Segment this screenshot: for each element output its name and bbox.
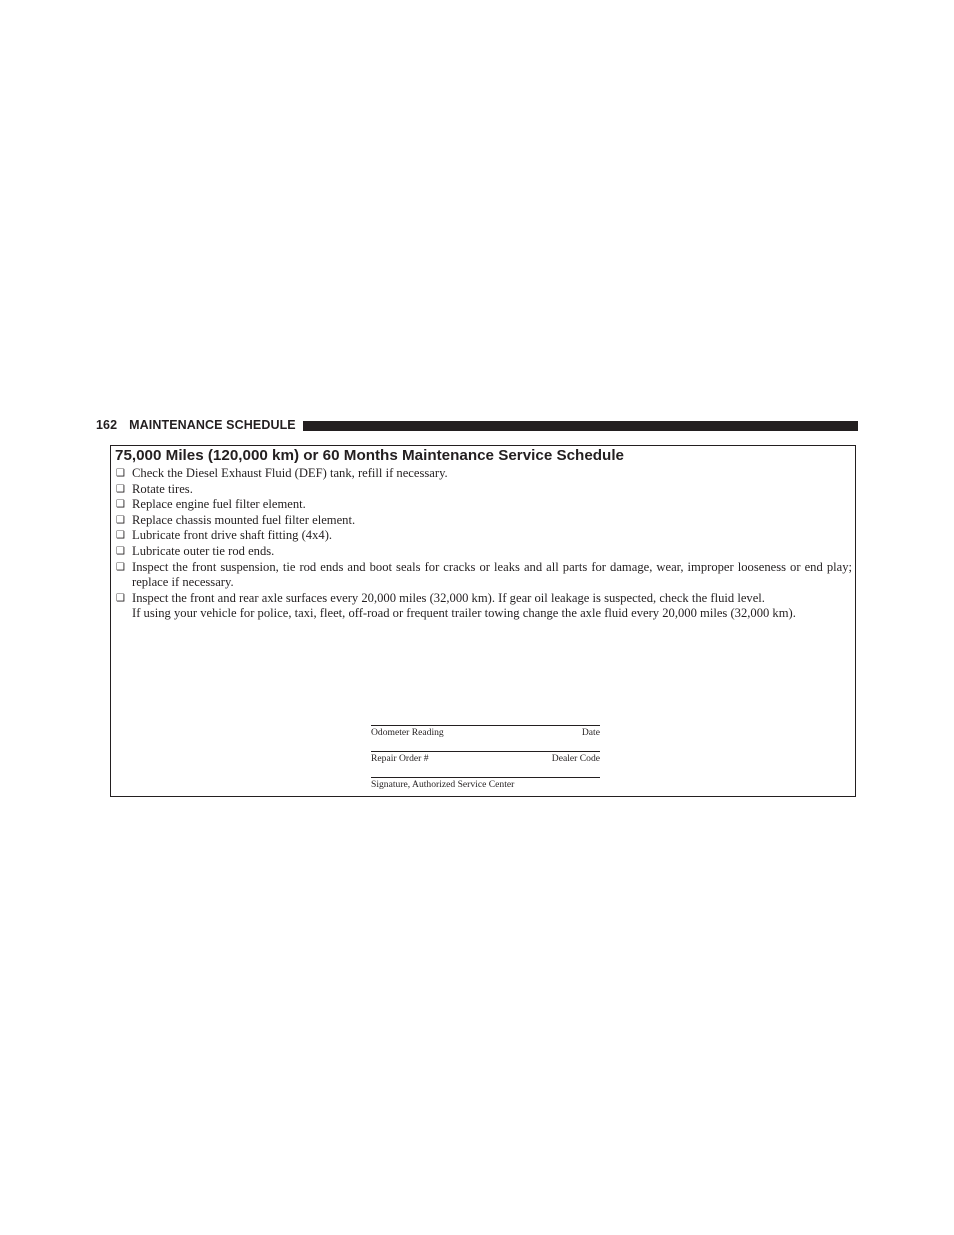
date-label: Date xyxy=(581,727,600,738)
checklist-item xyxy=(116,466,852,482)
checkbox-icon[interactable]: ❑ xyxy=(116,483,125,495)
checklist-item-text: Check the Diesel Exhaust Fluid (DEF) tank, refill if necessary. xyxy=(132,466,448,480)
page-number: 162 xyxy=(96,418,118,432)
header-rule xyxy=(303,421,858,431)
checklist-item-text: Inspect the front and rear axle surfaces every 20,000 miles (32,000 km). If gear oil leakage is suspected, check the fluid level. xyxy=(132,590,765,605)
checklist-item-text: Lubricate outer tie rod ends. xyxy=(132,543,275,558)
maintenance-schedule-box xyxy=(110,445,856,797)
checkbox-icon[interactable]: ❑ xyxy=(116,545,125,557)
checklist-item-text: Rotate tires. xyxy=(132,481,193,496)
checkbox-icon[interactable]: ❑ xyxy=(116,468,125,479)
checklist-item-note: If using your vehicle for police, taxi, fleet, off-road or frequent trailer towing change the axle fluid every 20,000 miles (32,000 km). xyxy=(132,606,796,621)
checklist-item-text: Replace chassis mounted fuel filter element. xyxy=(132,512,356,527)
section-title: MAINTENANCE SCHEDULE xyxy=(129,418,296,432)
repair-order-dealer-line[interactable] xyxy=(371,751,600,777)
dealer-code-label: Dealer Code xyxy=(551,753,600,764)
repair-order-label: Repair Order # xyxy=(371,753,429,764)
checklist-item xyxy=(116,560,852,591)
checklist-item-text: Replace engine fuel filter element. xyxy=(132,497,306,512)
checklist-item-text: Lubricate front drive shaft fitting (4x4). xyxy=(132,528,333,543)
checklist xyxy=(116,466,852,622)
checklist-item xyxy=(116,497,852,513)
checkbox-icon[interactable]: ❑ xyxy=(116,530,125,542)
signature-label: Signature, Authorized Service Center xyxy=(371,779,515,790)
checklist-item-text-group xyxy=(132,591,852,622)
checkbox-icon[interactable]: ❑ xyxy=(116,514,125,526)
checklist-item xyxy=(116,591,852,622)
odometer-date-line[interactable] xyxy=(371,725,600,751)
checklist-item xyxy=(116,528,852,544)
checklist-item xyxy=(116,513,852,529)
checkbox-icon[interactable]: ❑ xyxy=(116,499,125,511)
checkbox-icon[interactable]: ❑ xyxy=(116,592,125,604)
schedule-title: 75,000 Miles (120,000 km) or 60 Months Maintenance Service Schedule xyxy=(115,447,625,464)
odometer-reading-label: Odometer Reading xyxy=(371,727,444,738)
signature-line[interactable] xyxy=(371,777,600,803)
page-header xyxy=(96,417,858,433)
checklist-item-text: Inspect the front suspension, tie rod ends and boot seals for cracks or leaks and all parts for damage, wear, improper looseness or end play; replace if necessary. xyxy=(132,559,852,590)
checkbox-icon[interactable]: ❑ xyxy=(116,561,125,573)
checklist-item xyxy=(116,544,852,560)
service-signature-block xyxy=(371,725,600,803)
checklist-item xyxy=(116,482,852,498)
